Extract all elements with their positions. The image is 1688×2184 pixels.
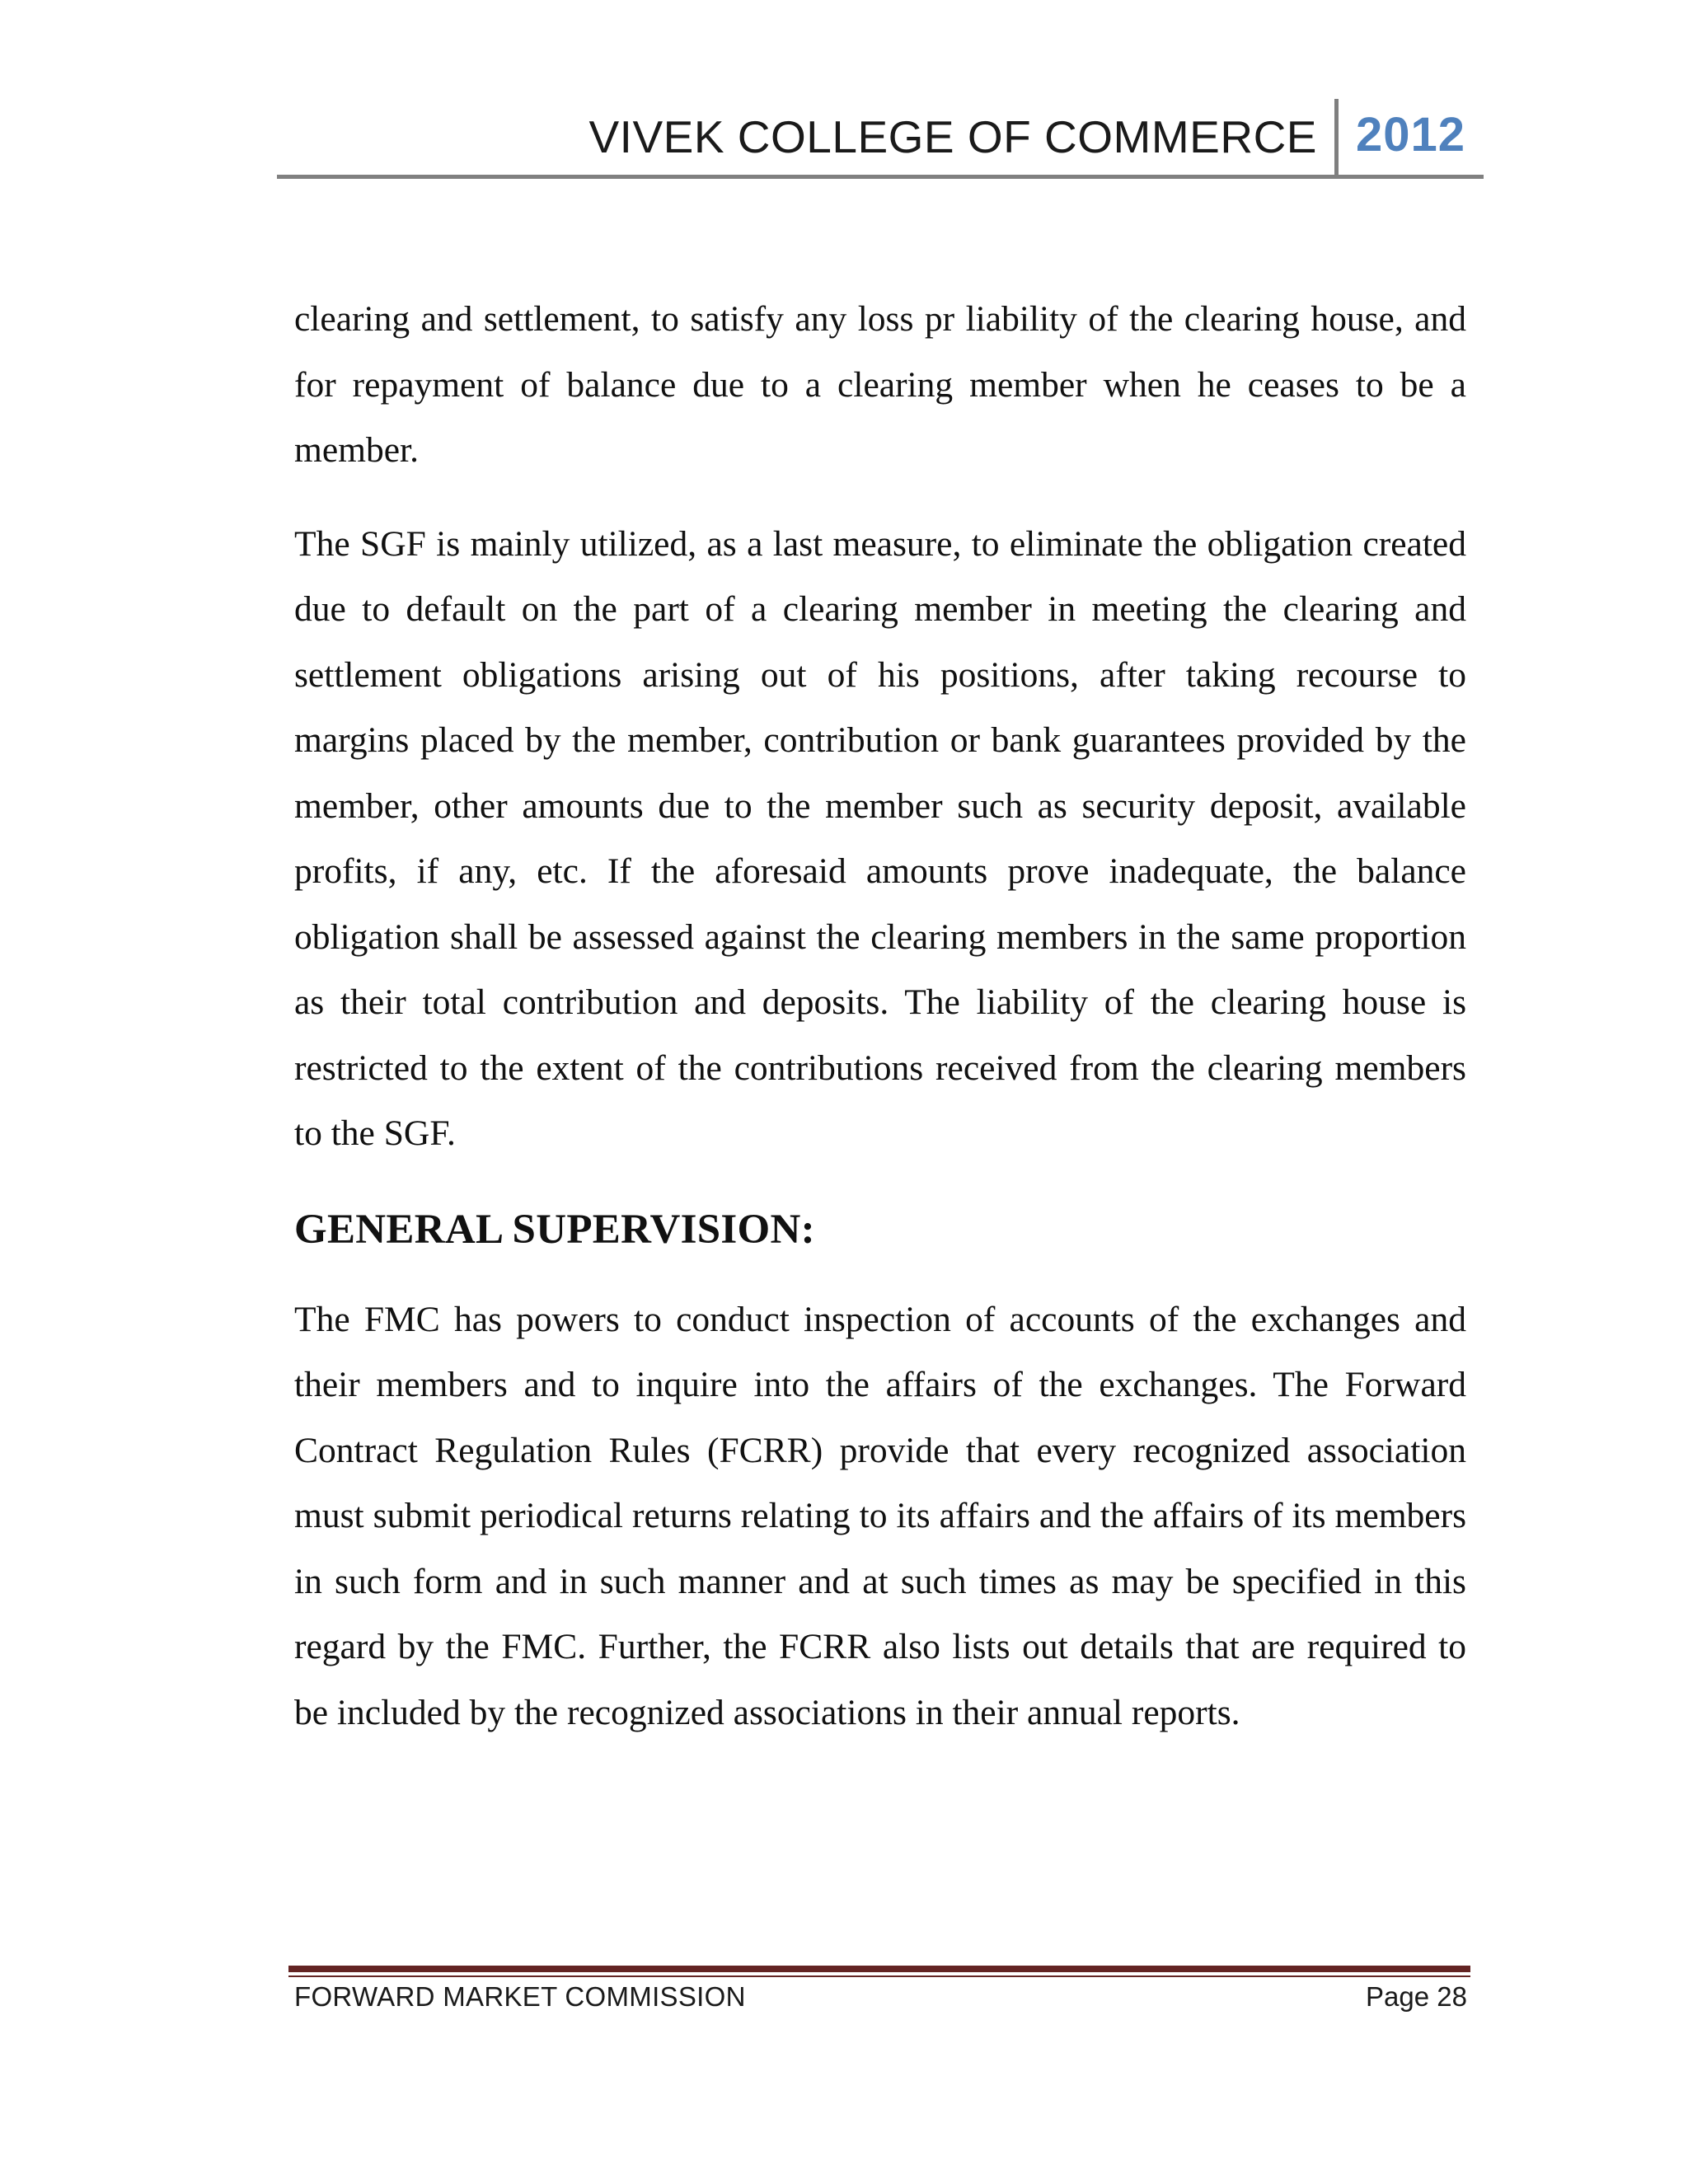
section-heading-general-supervision: GENERAL SUPERVISION:	[294, 1206, 815, 1253]
footer-rule-thick	[288, 1966, 1470, 1972]
paragraph-sgf-purpose: clearing and settlement, to satisfy any loss pr liability of the clearing house, and for repayment of balance due to a clearing member when he ceases to be a member.	[294, 299, 1466, 470]
header-rule	[277, 175, 1484, 179]
header-year: 2012	[1355, 108, 1465, 162]
header-title: VIVEK COLLEGE OF COMMERCE	[588, 111, 1317, 162]
paragraph-general-supervision: The FMC has powers to conduct inspection of accounts of the exchanges and their members and to inquire into the affairs of the exchanges. The Forward Contract Regulation Rules (FCRR) provide that every recognized association must submit periodical returns relating to its affairs and the affairs of its members in such form and in such manner and at such times as may be specified in this regard by the FMC. Further, the FCRR also lists out details that are required to be included by the recognized associations in their annual reports.	[294, 1299, 1466, 1732]
page-header	[277, 99, 1484, 178]
footer-document-title: FORWARD MARKET COMMISSION	[294, 1981, 746, 2012]
footer-page-number: Page 28	[1366, 1981, 1467, 2012]
page-body	[294, 287, 1466, 1746]
footer-rule-thin	[288, 1975, 1470, 1977]
paragraph-sgf-utilization: The SGF is mainly utilized, as a last measure, to eliminate the obligation created due to default on the part of a clearing member in meeting the clearing and settlement obligations arising out of his positions, after taking recourse to margins placed by the member, contribution or bank guarantees provided by the member, other amounts due to the member such as security deposit, available profits, if any, etc. If the aforesaid amounts prove inadequate, the balance obligation shall be assessed against the clearing members in the same proportion as their total contribution and deposits. The liability of the clearing house is restricted to the extent of the contributions received from the clearing members to the SGF.	[294, 523, 1466, 1153]
header-divider	[1334, 99, 1339, 178]
